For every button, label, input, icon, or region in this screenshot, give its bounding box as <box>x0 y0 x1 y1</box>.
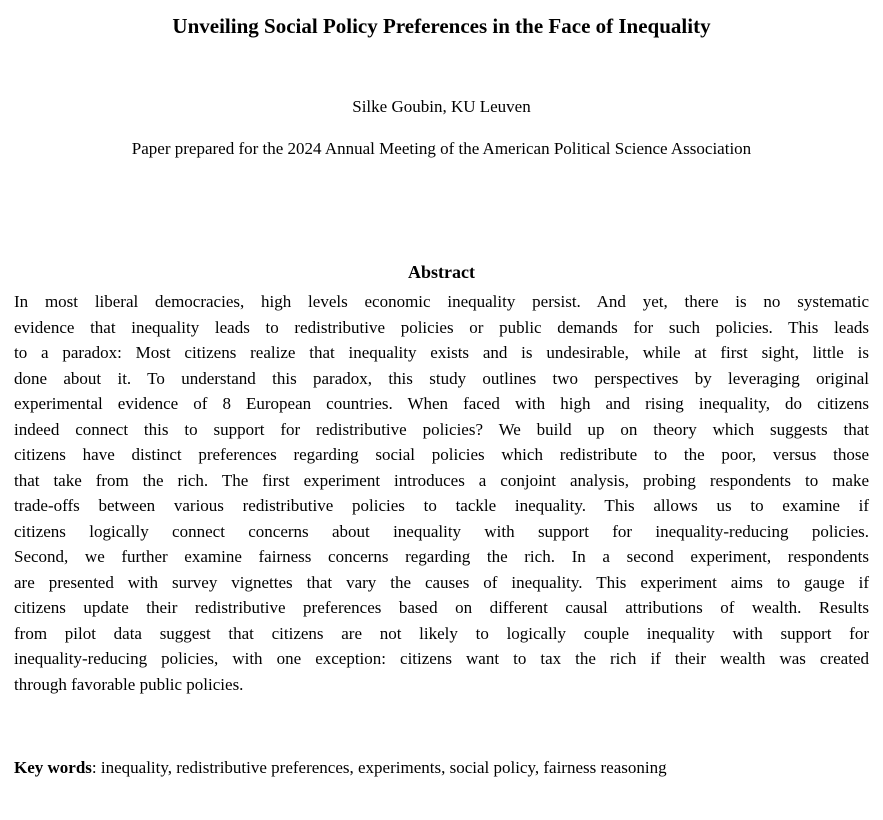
abstract-line: inequality-reducing policies, with one exception: citizens want to tax the rich if their wealth was created <box>14 649 869 668</box>
abstract-line: to a paradox: Most citizens realize that inequality exists and is undesirable, while at first sight, little is <box>14 343 869 362</box>
abstract-line: that take from the rich. The first experiment introduces a conjoint analysis, probing respondents to make <box>14 470 869 490</box>
abstract-line: citizens update their redistributive preferences based on different causal attributions of wealth. Results <box>14 598 869 617</box>
conference-note: Paper prepared for the 2024 Annual Meeting of the American Political Science Association <box>131 139 752 158</box>
abstract-heading: Abstract <box>408 262 475 282</box>
keywords-line <box>14 756 869 779</box>
keywords-list: : inequality, redistributive preferences, experiments, social policy, fairness reasoning <box>91 758 667 777</box>
abstract-line: citizens have distinct preferences regarding social policies which redistribute to the poor, versus those <box>14 445 869 464</box>
abstract-line: citizens logically connect concerns about inequality with support for inequality-reducing policies. <box>14 521 869 541</box>
abstract-line: trade-offs between various redistributive policies to tackle inequality. This allows us to examine if <box>14 496 869 515</box>
abstract-line: experimental evidence of 8 European countries. When faced with high and rising inequality, do citizens <box>14 394 869 413</box>
abstract-line: done about it. To understand this paradox, this study outlines two perspectives by leveraging original <box>14 368 869 388</box>
abstract-line: In most liberal democracies, high levels economic inequality persist. And yet, there is no systematic <box>14 292 869 311</box>
abstract-line: are presented with survey vignettes that vary the causes of inequality. This experiment aims to gauge if <box>14 572 869 592</box>
abstract-line: Second, we further examine fairness concerns regarding the rich. In a second experiment, respondents <box>14 547 869 566</box>
paper-title: Unveiling Social Policy Preferences in the Face of Inequality <box>172 14 711 38</box>
abstract-text <box>14 289 869 697</box>
author-line: Silke Goubin, KU Leuven <box>352 97 531 116</box>
keywords-label: Key words <box>14 758 92 777</box>
abstract-line: indeed connect this to support for redistributive policies? We build up on theory which suggests that <box>14 419 869 439</box>
abstract-line: through favorable public policies. <box>14 674 244 694</box>
abstract-line: evidence that inequality leads to redistributive policies or public demands for such policies. This leads <box>14 317 869 337</box>
abstract-line: from pilot data suggest that citizens are not likely to logically couple inequality with support for <box>14 623 869 643</box>
